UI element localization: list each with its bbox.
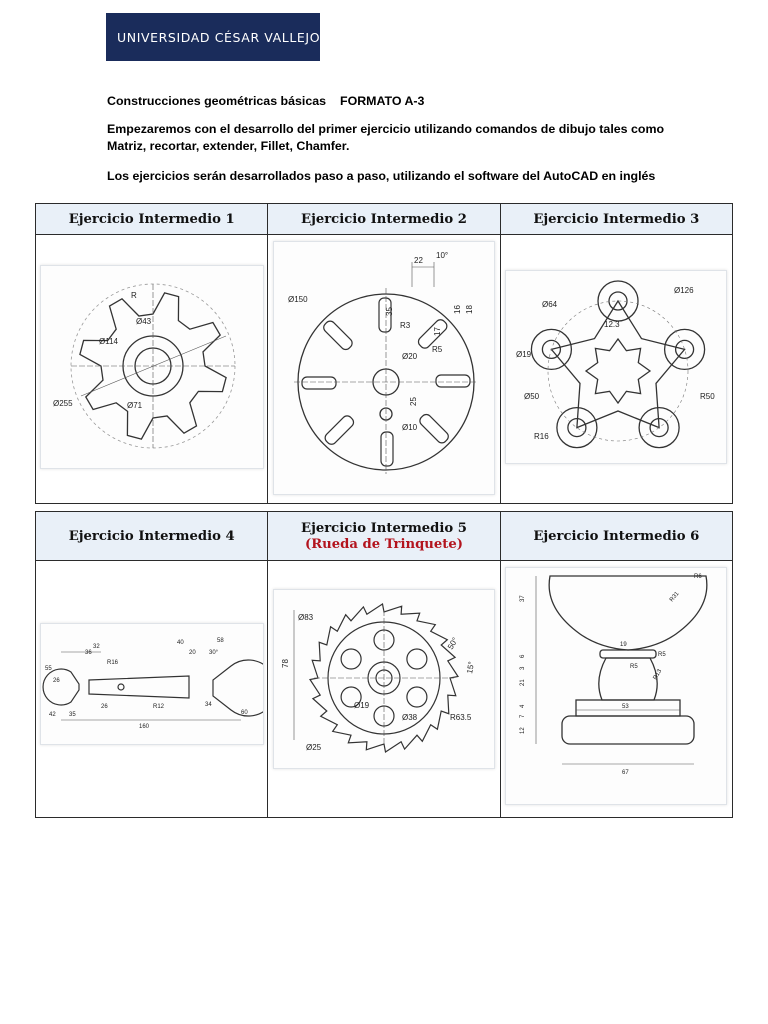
exercise-3-drawing bbox=[505, 270, 727, 464]
exercise-5-title: Ejercicio Intermedio 5 bbox=[301, 520, 467, 536]
exercise-5-subtitle: (Rueda de Trinquete) bbox=[304, 536, 464, 552]
exercise-1-title: Ejercicio Intermedio 1 bbox=[36, 204, 268, 235]
wrench-dim-20: 20 bbox=[188, 650, 196, 656]
wrench-dim-40: 40 bbox=[176, 640, 184, 646]
exercise-1-drawing bbox=[40, 265, 264, 469]
outer-radius-label: R50 bbox=[700, 392, 716, 401]
small-hole-label: Ø10 bbox=[401, 423, 418, 432]
spline-diameter-label: Ø50 bbox=[524, 392, 540, 401]
cup-radius-31: R31 bbox=[669, 590, 681, 604]
cup-dim-3: 3 bbox=[520, 666, 527, 670]
exercise-5-cell bbox=[268, 561, 500, 818]
exercise-6-cell bbox=[500, 561, 732, 818]
wrench-dim-60: 60 bbox=[240, 710, 248, 716]
intro-format: FORMATO A-3 bbox=[340, 94, 425, 108]
cup-base-width: 67 bbox=[622, 770, 630, 776]
slot-end-radius-label: R5 bbox=[431, 345, 443, 354]
slot-dim-17-label: 17 bbox=[432, 327, 442, 336]
wrench-dim-42: 42 bbox=[48, 712, 56, 718]
intro-title: Construcciones geométricas básicas bbox=[107, 94, 326, 108]
hole-offset-label: 25 bbox=[408, 397, 418, 406]
ratchet-hole-25: Ø25 bbox=[305, 743, 322, 752]
wrench-length: 160 bbox=[138, 724, 149, 730]
cup-radius-5b: R5 bbox=[630, 664, 638, 670]
gear-radius-label: R bbox=[130, 291, 137, 300]
intro-paragraph-line: Empezaremos con el desarrollo del primer ejercicio utilizando comandos de dibujo tales como bbox=[107, 122, 665, 136]
exercise-4-cell bbox=[36, 561, 268, 818]
gear-bore-diameter-label: Ø71 bbox=[126, 401, 142, 410]
intro-title-line bbox=[107, 93, 424, 110]
slot-radius-label: R3 bbox=[399, 321, 411, 330]
exercise-3-cell bbox=[500, 235, 732, 504]
wrench-dim-36: 36 bbox=[84, 650, 92, 656]
wrench-dim-32: 32 bbox=[92, 644, 100, 650]
wrench-dim-26: 26 bbox=[52, 678, 60, 684]
cup-base-top-width: 53 bbox=[622, 704, 630, 710]
exercise-3-title: Ejercicio Intermedio 3 bbox=[500, 204, 732, 235]
wrench-dim-34: 34 bbox=[204, 702, 212, 708]
ratchet-tooth-angle-15: 15° bbox=[465, 660, 477, 675]
exercise-4-drawing bbox=[40, 623, 264, 745]
cup-radius-6: R6 bbox=[694, 574, 702, 580]
university-logo bbox=[106, 13, 320, 61]
lobe-diameter-label: Ø64 bbox=[542, 300, 558, 309]
cup-dim-12: 12 bbox=[520, 727, 527, 734]
exercise-6-title: Ejercicio Intermedio 6 bbox=[500, 512, 732, 561]
wrench-radius-12: R12 bbox=[152, 704, 164, 710]
intro-paragraph-line: Matriz, recortar, extender, Fillet, Chamfer. bbox=[107, 139, 350, 153]
slot-angle-label: 10° bbox=[435, 251, 449, 260]
ratchet-pitch-diameter: Ø83 bbox=[297, 613, 314, 622]
bolt-circle-label: Ø126 bbox=[674, 286, 694, 295]
ratchet-radius: R63.5 bbox=[449, 713, 472, 722]
exercise-2-cell bbox=[268, 235, 500, 504]
wrench-angle: 30° bbox=[208, 650, 218, 656]
slot-width-label: 22 bbox=[413, 256, 423, 265]
wrench-dim-58: 58 bbox=[216, 638, 224, 644]
slot-dim-16-label: 16 bbox=[452, 305, 462, 314]
exercise-5-drawing bbox=[273, 589, 495, 769]
ratchet-hole-38: Ø38 bbox=[401, 713, 418, 722]
cup-dim-6: 6 bbox=[520, 654, 527, 658]
ratchet-tooth-angle-50: 50° bbox=[445, 636, 460, 651]
exercise-6-drawing bbox=[505, 567, 727, 805]
exercise-4-title: Ejercicio Intermedio 4 bbox=[36, 512, 268, 561]
gear-outer-diameter-label: Ø255 bbox=[52, 399, 73, 408]
center-hole-label: Ø20 bbox=[401, 352, 418, 361]
disk-diameter-label: Ø150 bbox=[287, 295, 308, 304]
spline-width-label: 12.3 bbox=[604, 320, 620, 329]
cup-radius-13: R13 bbox=[652, 668, 664, 681]
exercise-grid-row-1 bbox=[35, 203, 733, 504]
intro-paragraph-software: Los ejercicios serán desarrollados paso a paso, utilizando el software del AutoCAD en inglés bbox=[107, 169, 656, 183]
exercise-1-cell bbox=[36, 235, 268, 504]
bolt-hole-label: Ø19 bbox=[516, 350, 532, 359]
logo-text: UNIVERSIDAD CÉSAR VALLEJO bbox=[117, 29, 321, 45]
gear-inner-diameter-label: Ø43 bbox=[135, 317, 151, 326]
ratchet-height: 78 bbox=[280, 659, 290, 668]
exercise-grid-row-2 bbox=[35, 511, 733, 818]
slot-length-label: 35 bbox=[384, 307, 394, 316]
gear-hub-diameter-label: Ø114 bbox=[98, 337, 118, 346]
cup-neck-width: 19 bbox=[620, 642, 628, 648]
wrench-dim-35: 35 bbox=[68, 712, 76, 718]
exercise-2-title: Ejercicio Intermedio 2 bbox=[268, 204, 500, 235]
exercise-5-header bbox=[268, 512, 500, 561]
cup-radius-5a: R5 bbox=[658, 652, 666, 658]
cup-dim-21: 21 bbox=[520, 679, 527, 686]
wrench-dim-55: 55 bbox=[44, 666, 52, 672]
exercise-2-drawing bbox=[273, 241, 495, 495]
ratchet-hole-19: Ø19 bbox=[353, 701, 370, 710]
intro-paragraph-commands bbox=[107, 121, 664, 155]
fillet-radius-label: R16 bbox=[534, 432, 550, 441]
wrench-dim-26b: 26 bbox=[100, 704, 108, 710]
slot-dim-18-label: 18 bbox=[464, 305, 474, 314]
cup-dim-7: 7 bbox=[520, 714, 527, 718]
cup-height-37: 37 bbox=[520, 595, 527, 602]
wrench-radius-16: R16 bbox=[106, 660, 118, 666]
cup-dim-4: 4 bbox=[520, 704, 527, 708]
